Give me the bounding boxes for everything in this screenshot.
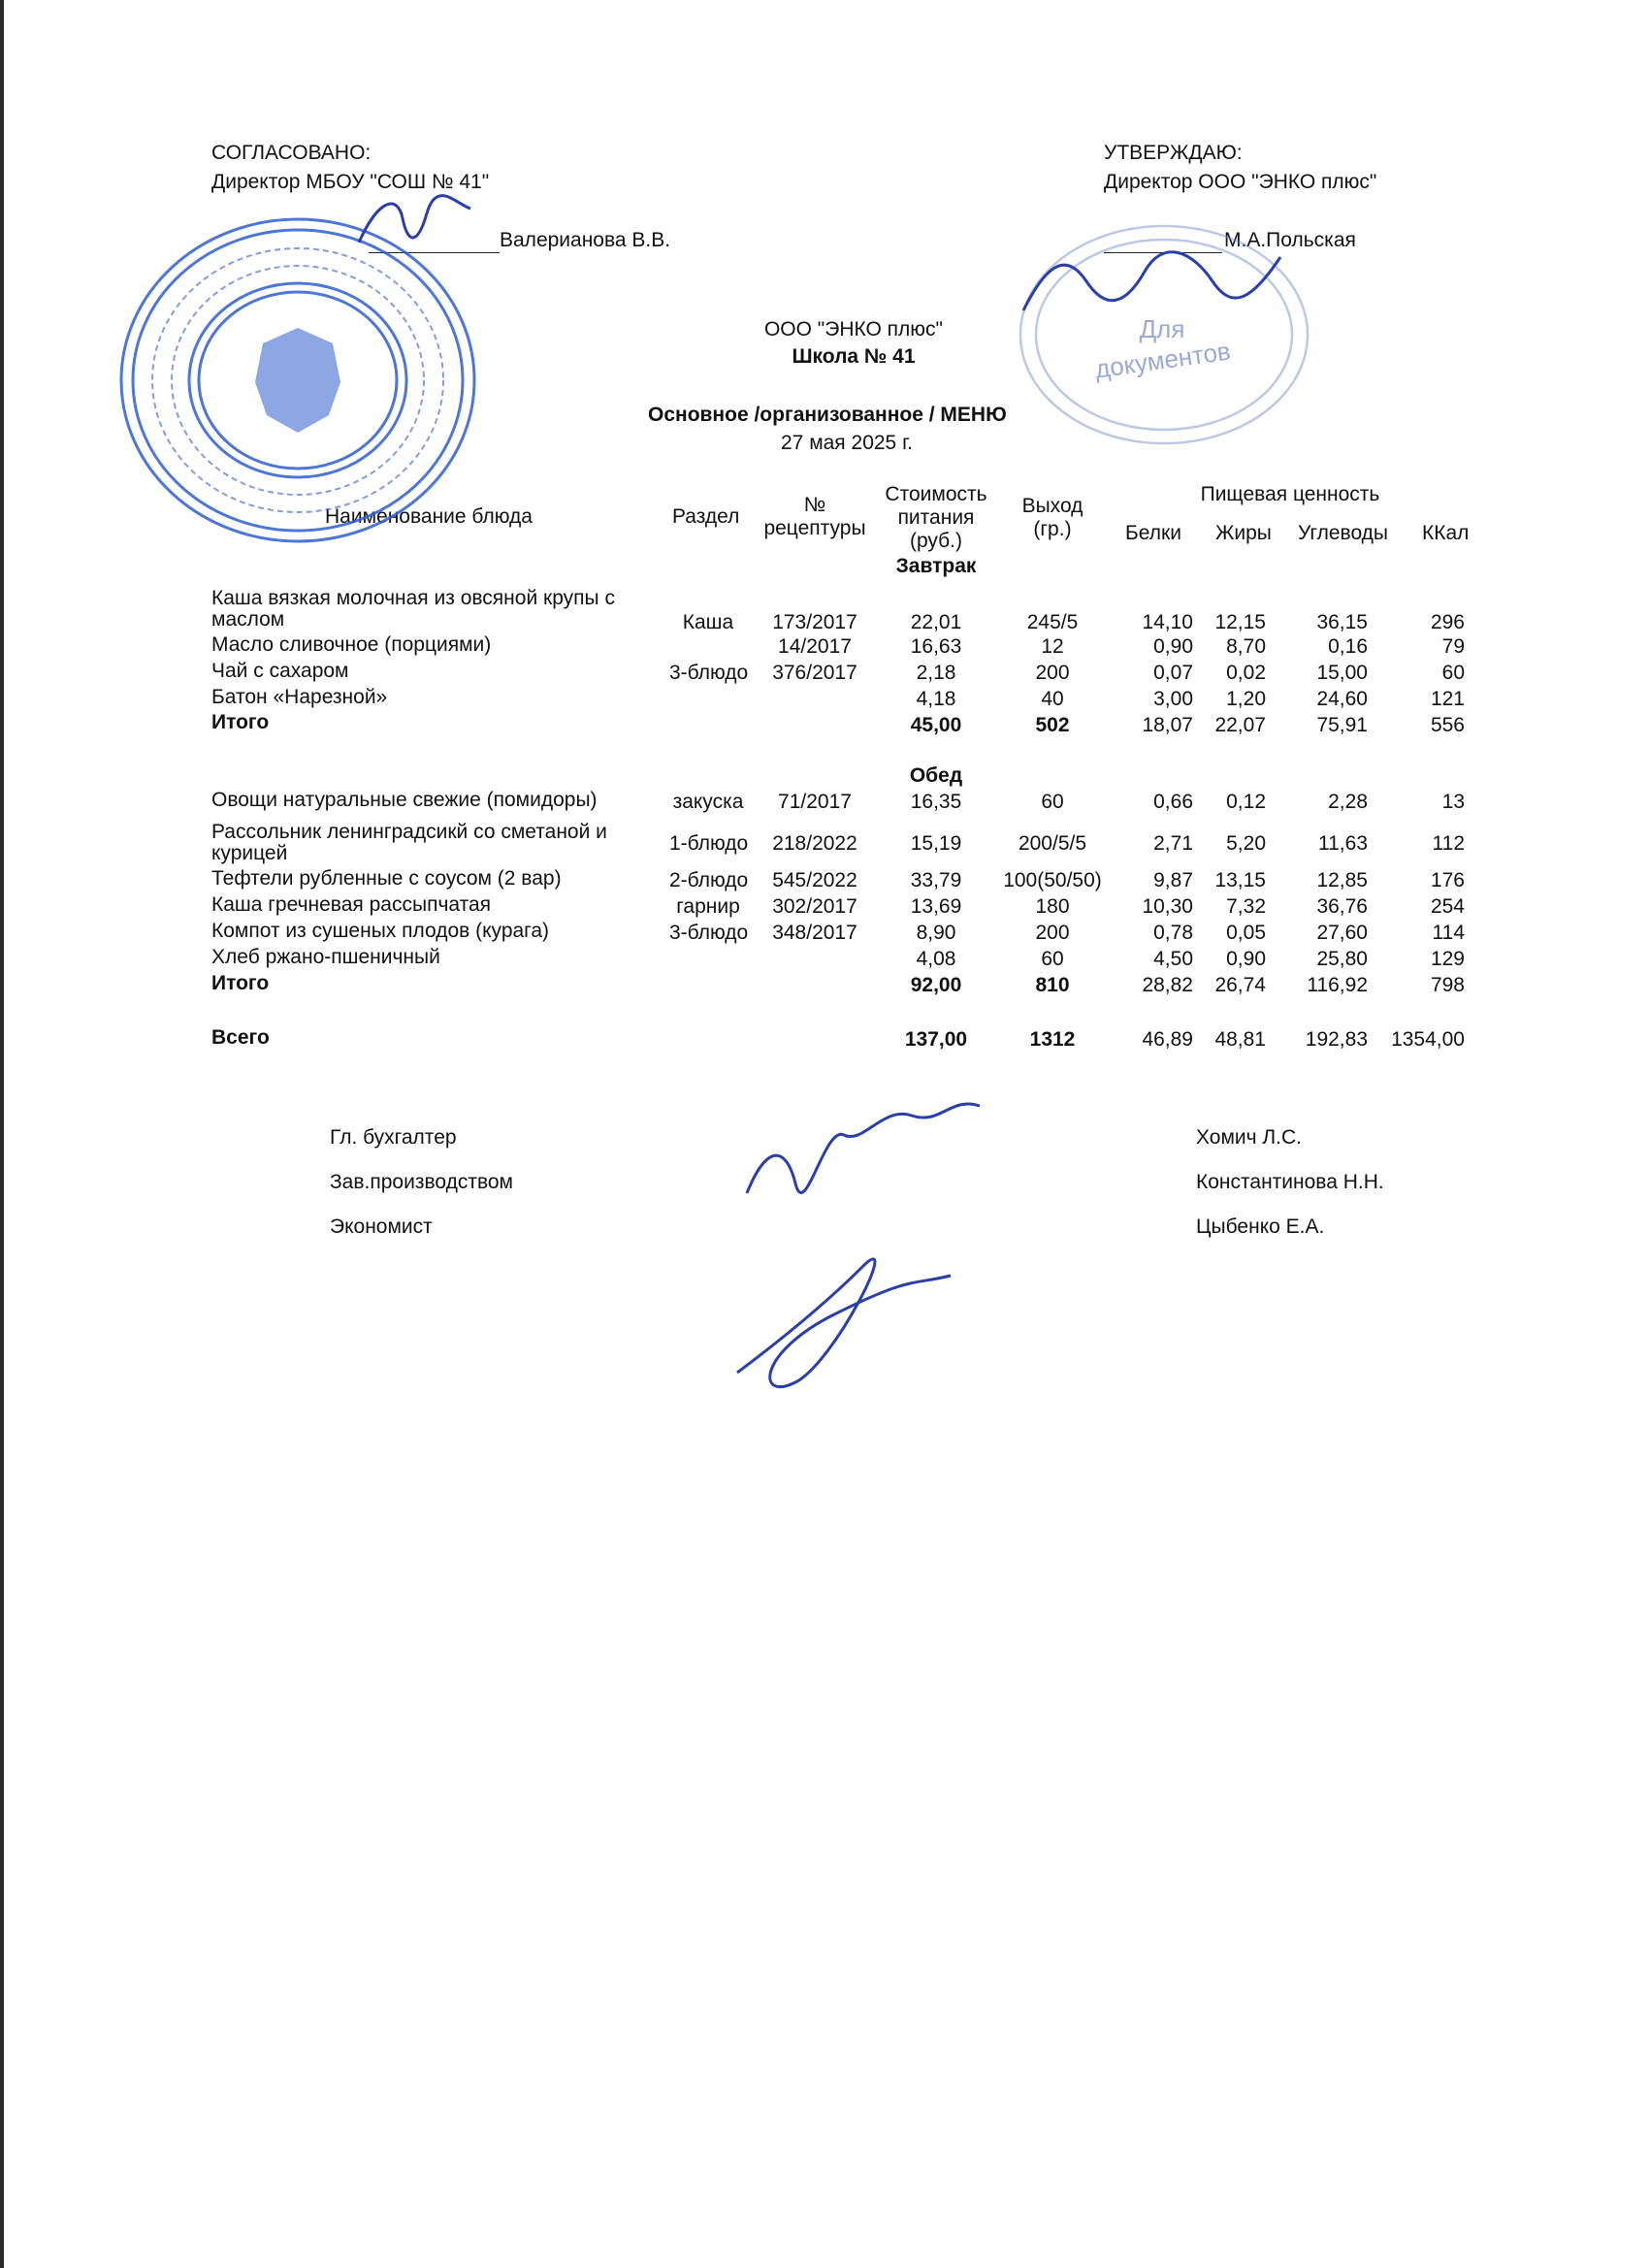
cell-cost: 137,00 <box>904 1028 968 1051</box>
school-seal-stamp <box>114 211 481 549</box>
approved-label: СОГЛАСОВАНО: <box>211 142 372 164</box>
cell-recipe: 218/2022 <box>772 832 857 855</box>
cell-cost: 15,19 <box>910 832 962 855</box>
cell-carbs: 116,92 <box>1307 974 1368 996</box>
header-kcal: ККал <box>1422 522 1470 544</box>
dish-name: Рассольник ленинградсикй со сметаной и <box>211 821 607 843</box>
cell-yield: 810 <box>1035 974 1070 996</box>
cell-protein: 9,87 <box>1153 869 1193 891</box>
scan-edge <box>0 0 4 2268</box>
cell-kcal: 79 <box>1441 635 1465 658</box>
header-protein: Белки <box>1125 522 1181 544</box>
cell-carbs: 15,00 <box>1316 662 1368 684</box>
cell-carbs: 36,15 <box>1316 611 1368 633</box>
cell-kcal: 1354,00 <box>1391 1028 1465 1051</box>
menu-title: Основное /организованное / МЕНЮ <box>648 404 1007 426</box>
company-name: ООО "ЭНКО плюс" <box>763 318 944 340</box>
cell-protein: 0,07 <box>1153 662 1193 684</box>
approve-label: УТВЕРЖДАЮ: <box>1104 142 1243 164</box>
cell-cost: 16,63 <box>910 635 962 658</box>
cell-recipe: 545/2022 <box>772 869 857 891</box>
cell-cost: 8,90 <box>916 922 956 944</box>
cell-kcal: 296 <box>1430 611 1465 633</box>
cell-yield: 12 <box>1041 635 1064 658</box>
cell-kcal: 798 <box>1430 974 1465 996</box>
cell-fat: 0,02 <box>1226 662 1266 684</box>
cell-carbs: 192,83 <box>1305 1028 1368 1051</box>
header-cost-2: питания <box>897 506 975 529</box>
cell-fat: 0,05 <box>1226 922 1266 944</box>
header-nutrition: Пищевая ценность <box>1200 483 1380 505</box>
cell-fat: 13,15 <box>1214 869 1266 891</box>
cell-carbs: 25,80 <box>1316 948 1368 970</box>
cell-fat: 12,15 <box>1214 611 1266 633</box>
cell-yield: 100(50/50) <box>1003 869 1102 891</box>
cell-cost: 4,18 <box>916 688 956 710</box>
cell-yield: 245/5 <box>1026 611 1079 633</box>
cell-kcal: 129 <box>1430 948 1465 970</box>
cell-section: гарнир <box>676 895 740 918</box>
cell-cost: 92,00 <box>910 974 962 996</box>
cell-fat: 0,12 <box>1226 791 1266 813</box>
signature-accountant <box>737 1086 989 1213</box>
cell-protein: 14,10 <box>1142 611 1193 633</box>
company-director-title: Директор ООО "ЭНКО плюс" <box>1104 171 1377 193</box>
header-dish-name: Наименование блюда <box>325 505 533 528</box>
cell-yield: 200/5/5 <box>1018 832 1087 855</box>
school-director-name: Валерианова В.В. <box>500 229 671 251</box>
cell-carbs: 11,63 <box>1318 832 1368 855</box>
cell-protein: 3,00 <box>1153 688 1193 710</box>
cell-carbs: 2,28 <box>1328 791 1368 813</box>
cell-protein: 2,71 <box>1153 832 1193 855</box>
cell-cost: 16,35 <box>910 791 962 813</box>
header-yield-1: Выход <box>1021 495 1083 517</box>
cell-fat: 5,20 <box>1226 832 1266 855</box>
cell-yield: 40 <box>1041 688 1064 710</box>
section-lunch-label: Обед <box>909 764 963 787</box>
company-director-name: М.А.Польская <box>1224 229 1356 251</box>
cell-cost: 13,69 <box>910 895 962 918</box>
cell-section: 3-блюдо <box>669 662 749 684</box>
dish-name: Итого <box>211 972 270 994</box>
dish-name: Компот из сушеных плодов (курага) <box>211 920 550 942</box>
cell-recipe: 376/2017 <box>772 662 857 684</box>
cell-section: закуска <box>672 791 744 813</box>
cell-kcal: 254 <box>1430 895 1465 918</box>
dish-name: маслом <box>211 608 285 631</box>
dish-name: Всего <box>211 1026 270 1049</box>
cell-recipe: 302/2017 <box>772 895 857 918</box>
cell-yield: 200 <box>1035 922 1070 944</box>
footer-role-economist: Экономист <box>330 1215 433 1238</box>
cell-kcal: 112 <box>1432 832 1465 855</box>
cell-fat: 8,70 <box>1226 635 1266 658</box>
cell-cost: 45,00 <box>910 714 962 736</box>
header-cost-3: (руб.) <box>909 530 963 552</box>
cell-protein: 28,82 <box>1142 974 1193 996</box>
cell-recipe: 348/2017 <box>772 922 857 944</box>
header-fat: Жиры <box>1215 522 1272 544</box>
school-director-title: Директор МБОУ "СОШ № 41" <box>211 171 490 193</box>
footer-role-production: Зав.производством <box>330 1171 513 1193</box>
cell-fat: 1,20 <box>1226 688 1266 710</box>
signature-company-director <box>1009 243 1290 330</box>
header-recipe-2: рецептуры <box>763 517 866 539</box>
cell-yield: 60 <box>1041 791 1064 813</box>
cell-section: 2-блюдо <box>669 869 749 891</box>
company-seal-text-2: документов <box>1093 336 1233 384</box>
cell-kcal: 13 <box>1441 791 1465 813</box>
dish-name: Масло сливочное (порциями) <box>211 633 492 656</box>
cell-recipe: 173/2017 <box>772 611 857 633</box>
cell-carbs: 27,60 <box>1316 922 1368 944</box>
cell-yield: 180 <box>1035 895 1070 918</box>
cell-fat: 7,32 <box>1226 895 1266 918</box>
company-seal-text-1: Для <box>1139 314 1185 343</box>
cell-fat: 22,07 <box>1214 714 1266 736</box>
cell-section: 3-блюдо <box>669 922 749 944</box>
school-name: Школа № 41 <box>792 345 916 368</box>
dish-name: Овощи натуральные свежие (помидоры) <box>211 789 598 811</box>
header-cost-1: Стоимость <box>885 483 987 505</box>
cell-cost: 4,08 <box>916 948 956 970</box>
cell-yield: 60 <box>1041 948 1064 970</box>
cell-cost: 2,18 <box>916 662 956 684</box>
cell-protein: 10,30 <box>1142 895 1193 918</box>
header-yield-2: (гр.) <box>1033 518 1072 540</box>
cell-kcal: 121 <box>1430 688 1465 710</box>
cell-carbs: 24,60 <box>1316 688 1368 710</box>
cell-carbs: 36,76 <box>1316 895 1368 918</box>
menu-date: 27 мая 2025 г. <box>781 432 913 454</box>
signature-school-director <box>349 189 475 257</box>
cell-fat: 48,81 <box>1214 1028 1266 1051</box>
cell-recipe: 14/2017 <box>778 635 852 658</box>
cell-protein: 0,90 <box>1153 635 1193 658</box>
cell-kcal: 60 <box>1441 662 1465 684</box>
cell-section: Каша <box>682 611 734 633</box>
cell-kcal: 114 <box>1432 922 1465 944</box>
header-section: Раздел <box>672 505 740 528</box>
dish-name: Каша гречневая рассыпчатая <box>211 893 492 916</box>
cell-yield: 1312 <box>1029 1028 1076 1051</box>
header-recipe-1: № <box>803 494 826 516</box>
cell-kcal: 176 <box>1430 869 1465 891</box>
cell-protein: 4,50 <box>1153 948 1193 970</box>
dish-name: Тефтели рубленные с соусом (2 вар) <box>211 867 562 890</box>
cell-protein: 18,07 <box>1142 714 1193 736</box>
cell-fat: 0,90 <box>1226 948 1266 970</box>
dish-name: Итого <box>211 711 270 733</box>
cell-protein: 0,78 <box>1153 922 1193 944</box>
cell-protein: 0,66 <box>1153 791 1193 813</box>
cell-protein: 46,89 <box>1142 1028 1193 1051</box>
dish-name: Хлеб ржано-пшеничный <box>211 946 440 968</box>
cell-cost: 22,01 <box>910 611 962 633</box>
dish-name: курицей <box>211 842 288 864</box>
cell-yield: 200 <box>1035 662 1070 684</box>
dish-name: Батон «Нарезной» <box>211 686 388 708</box>
signature-economist <box>718 1247 960 1392</box>
cell-fat: 26,74 <box>1214 974 1266 996</box>
cell-carbs: 75,91 <box>1316 714 1368 736</box>
cell-carbs: 0,16 <box>1328 635 1368 658</box>
footer-role-accountant: Гл. бухгалтер <box>330 1126 457 1149</box>
cell-section: 1-блюдо <box>669 832 749 855</box>
dish-name: Чай с сахаром <box>211 660 349 682</box>
cell-kcal: 556 <box>1430 714 1465 736</box>
cell-recipe: 71/2017 <box>778 791 852 813</box>
cell-cost: 33,79 <box>910 869 962 891</box>
footer-name-accountant: Хомич Л.С. <box>1196 1126 1303 1149</box>
footer-name-economist: Цыбенко Е.А. <box>1196 1215 1325 1238</box>
dish-name: Каша вязкая молочная из овсяной крупы с <box>211 587 615 609</box>
header-carbs: Углеводы <box>1298 522 1389 544</box>
section-breakfast-label: Завтрак <box>895 555 977 577</box>
footer-name-production: Константинова Н.Н. <box>1196 1171 1384 1193</box>
cell-yield: 502 <box>1035 714 1070 736</box>
cell-carbs: 12,85 <box>1316 869 1368 891</box>
